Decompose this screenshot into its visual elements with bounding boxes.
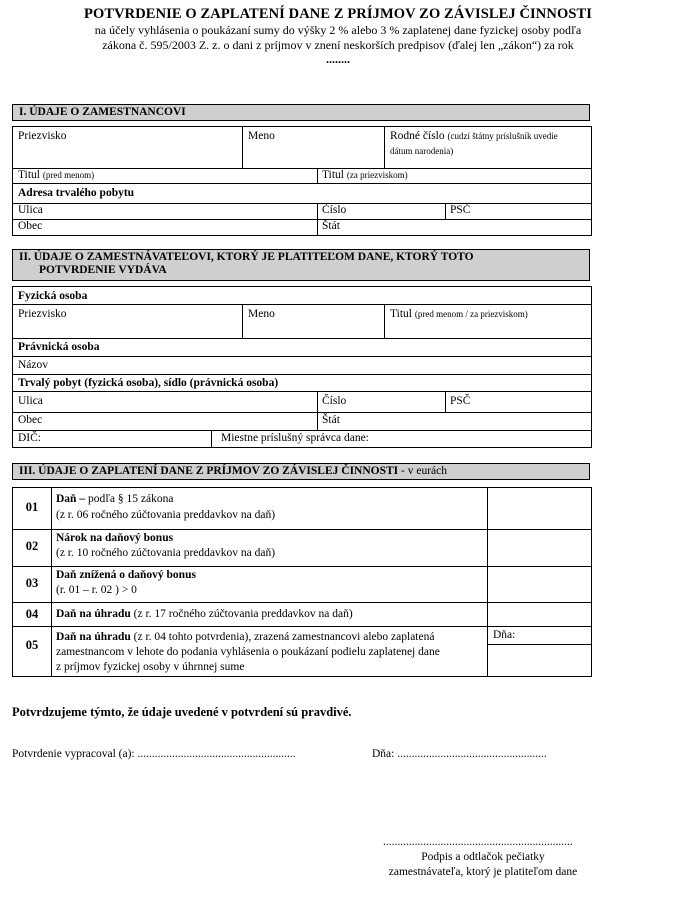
employer-number-label: Číslo: [322, 395, 347, 407]
employee-city-field[interactable]: [18, 220, 42, 233]
employee-number-field[interactable]: [322, 204, 346, 217]
employer-street-field[interactable]: [18, 395, 43, 408]
section-3-unit: - v eurách: [398, 465, 447, 477]
signature-caption-2: zamestnávateľa, ktorý je platiteľom dane: [388, 866, 578, 878]
employer-zip-field[interactable]: [450, 395, 470, 408]
employer-title-label: Titul: [390, 308, 412, 320]
birth-number-label: Rodné číslo: [390, 130, 445, 142]
row-02-value-field[interactable]: [488, 529, 591, 566]
employer-company-name-field[interactable]: [18, 359, 48, 372]
permanent-address-heading: Adresa trvalého pobytu: [18, 187, 135, 199]
row-note: zamestnancom v lehote do podania vyhlásenia o poukázaní podielu zaplatenej dane: [56, 646, 440, 658]
employer-number-field[interactable]: [322, 395, 346, 408]
number-label: Číslo: [322, 204, 347, 216]
row-number: 01: [25, 500, 39, 514]
employee-zip-field[interactable]: [450, 204, 470, 217]
employer-box: [12, 286, 592, 448]
row-number: 05: [25, 638, 39, 652]
dic-label: DIČ:: [18, 432, 41, 444]
row-note: (z r. 10 ročného zúčtovania preddavkov na daň): [56, 547, 276, 559]
employer-street-label: Ulica: [18, 395, 43, 407]
title-before-label: Titul: [18, 169, 40, 181]
section-2-title-line-2: POTVRDENIE VYDÁVA: [39, 264, 167, 276]
section-1-title: I. ÚDAJE O ZAMESTNANCOVI: [19, 106, 186, 118]
zip-label: PSČ: [450, 204, 471, 216]
employee-surname-label: Priezvisko: [18, 130, 67, 142]
signature-caption-1: Podpis a odtlačok pečiatky: [421, 851, 545, 863]
employee-box: [12, 126, 592, 236]
employee-name-label: Meno: [248, 130, 275, 142]
employer-country-field[interactable]: [322, 414, 340, 427]
residence-seat-heading: Trvalý pobyt (fyzická osoba), sídlo (právnická osoba): [18, 377, 279, 389]
header-line-2: zákona č. 595/2003 Z. z. o dani z príjmov v znení neskorších predpisov (ďalej len „zákon“) za rok: [102, 38, 574, 52]
row-05-date-field[interactable]: [493, 629, 515, 642]
section-3-title: III. ÚDAJE O ZAPLATENÍ DANE Z PRÍJMOV ZO ZÁVISLEJ ČINNOSTI: [19, 465, 399, 477]
confirmation-statement: Potvrdzujeme týmto, že údaje uvedené v potvrdení sú pravdivé.: [12, 705, 352, 719]
title-after-label: Titul: [322, 169, 344, 181]
legal-person-heading: Právnická osoba: [18, 341, 100, 353]
row-number: 04: [25, 607, 39, 621]
section-2-title-line-1: II. ÚDAJE O ZAMESTNÁVATEĽOVI, KTORÝ JE PLATITEĽOM DANE, KTORÝ TOTO: [19, 251, 474, 263]
row-label: Daň na úhradu (z r. 04 tohto potvrdenia), zrazená zamestnancovi alebo zaplatená: [56, 631, 435, 643]
employer-surname-field[interactable]: [18, 308, 67, 321]
employer-surname-label: Priezvisko: [18, 308, 67, 320]
row-note: z príjmov fyzickej osoby v úhrnnej sume: [56, 661, 245, 673]
employer-name-field[interactable]: [248, 308, 275, 321]
employee-country-field[interactable]: [322, 220, 340, 233]
employer-zip-label: PSČ: [450, 395, 471, 407]
row-label: Daň na úhradu (z r. 17 ročného zúčtovania preddavkov na daň): [56, 608, 353, 620]
row-label: Nárok na daňový bonus: [56, 532, 174, 544]
employer-city-label: Obec: [18, 414, 43, 426]
employer-city-field[interactable]: [18, 414, 42, 427]
section-3-header: [12, 463, 590, 480]
employer-title-field[interactable]: [390, 308, 528, 321]
date-label: Dňa:: [493, 629, 516, 641]
employer-country-label: Štát: [322, 414, 340, 426]
row-note: (r. 01 – r. 02 ) > 0: [56, 584, 137, 596]
row-04-value-field[interactable]: [488, 602, 591, 626]
prepared-by-field[interactable]: Potvrdenie vypracoval (a): .......................................................: [12, 748, 296, 760]
row-number: 02: [25, 539, 39, 553]
employer-name-label: Meno: [248, 308, 275, 320]
row-01-value-field[interactable]: [488, 488, 591, 529]
birth-number-note-2: dátum narodenia): [390, 146, 454, 156]
city-label: Obec: [18, 220, 43, 232]
employee-name-field[interactable]: [248, 130, 275, 143]
row-note: (z r. 06 ročného zúčtovania preddavkov na daň): [56, 509, 276, 521]
employee-surname-field[interactable]: [18, 130, 67, 143]
row-label: Daň – podľa § 15 zákona: [56, 493, 174, 505]
title-before-note: (pred menom): [42, 170, 95, 180]
title-after-note: (za priezviskom): [346, 170, 408, 180]
header-year-dots: ........: [326, 52, 350, 66]
employee-birth-number-field[interactable]: [390, 130, 558, 143]
employee-street-field[interactable]: [18, 204, 43, 217]
country-label: Štát: [322, 220, 340, 232]
tax-office-field[interactable]: [221, 432, 369, 445]
signature-line[interactable]: ..................................................................: [383, 836, 573, 848]
row-number: 03: [25, 576, 39, 590]
document-title: POTVRDENIE O ZAPLATENÍ DANE Z PRÍJMOV ZO ZÁVISLEJ ČINNOSTI: [83, 6, 592, 22]
employer-dic-field[interactable]: [18, 432, 41, 445]
company-name-label: Názov: [18, 359, 49, 371]
footer-date-field[interactable]: Dňa: ....................................................: [372, 748, 547, 760]
tax-office-label: Miestne príslušný správca dane:: [221, 432, 369, 444]
section-1-header: [12, 104, 590, 121]
section-2-header: [12, 249, 590, 281]
birth-number-note: (cudzí štátny príslušník uvedie: [447, 131, 558, 141]
natural-person-heading: Fyzická osoba: [18, 290, 88, 302]
employee-title-before-field[interactable]: [18, 169, 94, 182]
tax-payment-table: [12, 487, 592, 677]
employee-title-after-field[interactable]: [322, 169, 408, 182]
row-label: Daň znížená o daňový bonus: [56, 569, 196, 581]
row-03-value-field[interactable]: [488, 566, 591, 602]
header-line-1: na účely vyhlásenia o poukázaní sumy do výšky 2 % alebo 3 % zaplatenej dane fyzickej osoby podľa: [94, 23, 582, 37]
street-label: Ulica: [18, 204, 43, 216]
employer-title-note: (pred menom / za priezviskom): [414, 309, 528, 319]
